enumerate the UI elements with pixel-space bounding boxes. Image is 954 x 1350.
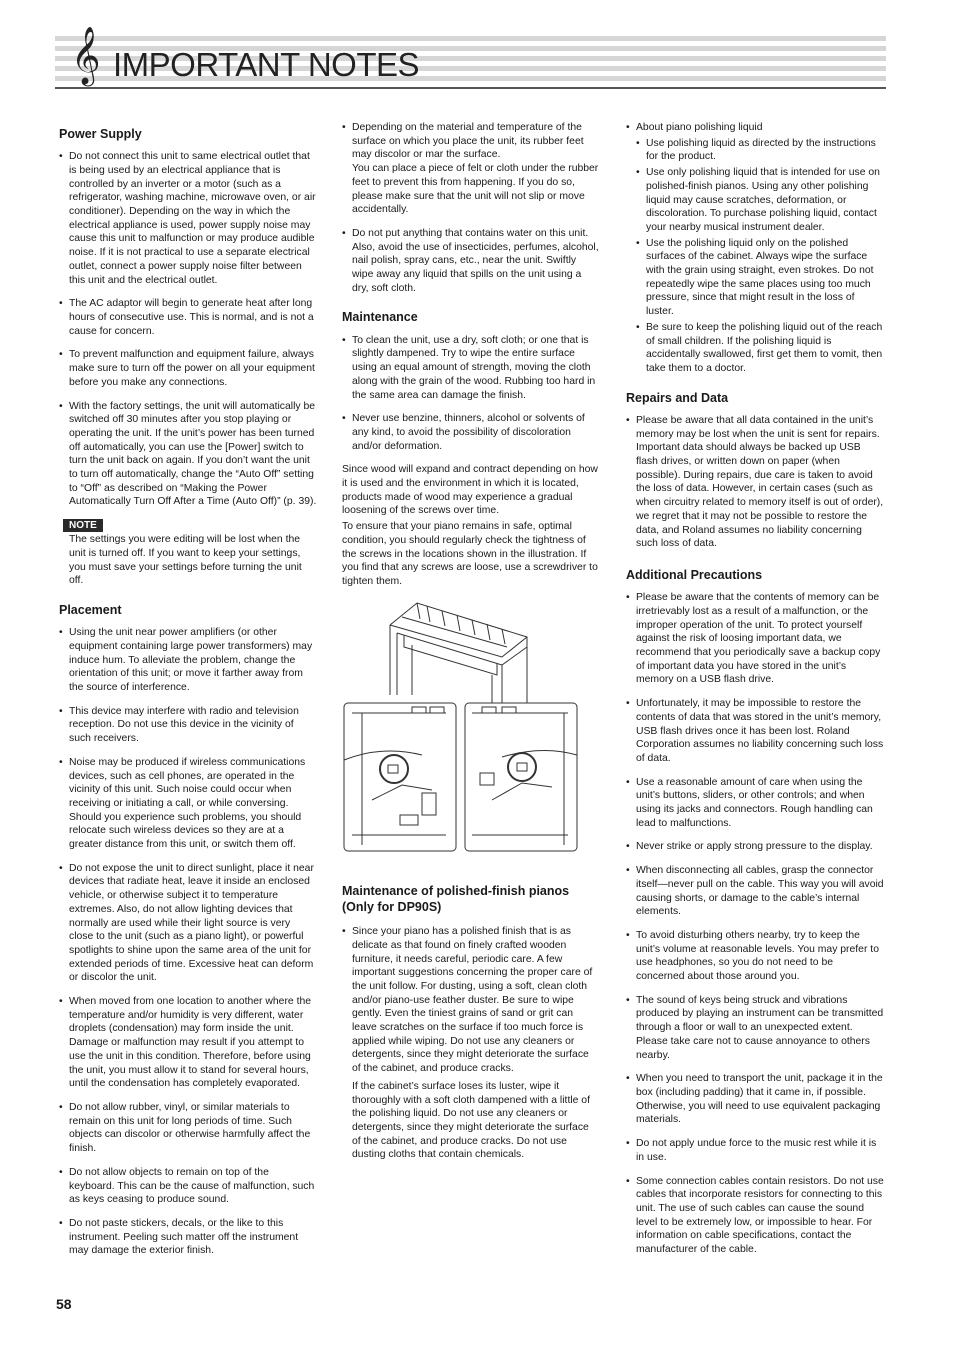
header-stripe — [55, 36, 886, 41]
polishing-liquid-sublist — [636, 137, 884, 376]
list-item: • Never strike or apply strong pressure to the display. — [626, 840, 884, 854]
placement-heading: Placement — [59, 602, 122, 617]
polished-heading-line1: Maintenance of polished-finish pianos — [342, 883, 570, 898]
column-3 — [626, 121, 884, 1267]
piano-screw-illustration — [342, 595, 582, 865]
repairs-list — [626, 414, 884, 551]
list-item-extra: You can place a piece of felt or cloth under the rubber feet to prevent this from happening. If you do so, please make sure that the unit will not slip or move accidentally. — [352, 163, 599, 216]
note-text: The settings you were editing will be lost when the unit is turned off. If you want to keep your settings, you must save your settings before turning the unit off. — [69, 534, 302, 587]
placement-list — [59, 626, 317, 1258]
list-item: • To prevent malfunction and equipment failure, always make sure to turn off the power on all your equipment before you make any connections. — [59, 348, 317, 389]
list-item: • This device may interfere with radio and television reception. Do not use this device in the vicinity of such receivers. — [59, 705, 317, 746]
list-item-extra: If the cabinet’s surface loses its luster, wipe it thoroughly with a soft cloth dampened with a little of the polishing liquid. Do not use any cleaners or detergents, since they might deteriorate the surface of the cabinet, and produce cracks. Do not use dusting cloths that contain chemicals. — [352, 1080, 590, 1161]
treble-clef-icon: 𝄞 — [71, 26, 101, 84]
list-item: • When moved from one location to another where the temperature and/or humidity is very different, water droplets (condensation) may form inside the unit. Damage or malfunction may result if you attempt to use the unit in this condition. Therefore, before using the unit, you must allow it to stand for several hours, until the condensation has completely evaporated. — [59, 995, 317, 1091]
maintenance-heading: Maintenance — [342, 310, 418, 325]
list-item: • Do not connect this unit to same electrical outlet that is being used by an electrical appliance that is controlled by an inverter or a motor (such as a refrigerator, washing machine, microwave oven, or air conditioner). Depending on the way in which the electrical appliance is used, power supply noise may cause this unit to malfunction or may produce audible noise. If it is not practical to use a separate electrical outlet, connect a power supply noise filter between this unit and the electrical outlet. — [59, 150, 317, 287]
page-title: IMPORTANT NOTES — [113, 46, 420, 83]
list-item: • To avoid disturbing others nearby, try to keep the unit’s volume at reasonable levels. You may prefer to use headphones, so you do not need to be concerned about those around you. — [626, 929, 884, 984]
list-item: • Do not paste stickers, decals, or the like to this instrument. Peeling such matter off the instrument may damage the exterior finish. — [59, 1217, 317, 1258]
list-item: • Never use benzine, thinners, alcohol or solvents of any kind, to avoid the possibility of discoloration and/or deformation. — [342, 412, 600, 453]
list-item: • Unfortunately, it may be impossible to restore the contents of data that was stored in the unit’s memory, USB flash drives once it has been lost. Roland Corporation assumes no liability concerning such loss of data. — [626, 697, 884, 766]
list-item — [626, 121, 884, 376]
column-2 — [342, 121, 600, 1172]
list-item: • To clean the unit, use a dry, soft cloth; or one that is slightly dampened. Try to wipe the entire surface using an equal amount of strength, moving the cloth along with the grain of the wood. Rubbing too hard in the same area can damage the finish. — [342, 334, 600, 403]
list-item: • Use a reasonable amount of care when using the unit’s buttons, sliders, or other controls; and when using its jacks and connectors. Rough handling can lead to malfunctions. — [626, 776, 884, 831]
list-item: • With the factory settings, the unit will automatically be switched off 30 minutes after you stop playing or operating the unit. If the unit’s power has been turned off automatically, you can use the [Power] switch to turn the unit back on again. If you don’t want the unit to turn off automatically, change the “Auto Off” setting to “Off” as described on “Making the Power Automatically Turn Off After a Time (Auto Off)” (p. 39). — [59, 400, 317, 510]
list-item: • Noise may be produced if wireless communications devices, such as cell phones, are operated in the vicinity of this unit. Such noise could occur when receiving or initiating a call, or while conversing. Should you experience such problems, you should relocate such wireless devices so they are at a greater distance from this unit, or switch them off. — [59, 756, 317, 852]
list-item: • The AC adaptor will begin to generate heat after long hours of consecutive use. This is normal, and is not a cause for concern. — [59, 297, 317, 338]
sub-list-item: • Use the polishing liquid only on the polished surfaces of the cabinet. Always wipe the surface with the grain using straight, even strokes. Do not repeatedly wipe the same places using too much pressure, since that might result in the loss of luster. — [636, 237, 884, 319]
list-item: • Some connection cables contain resistors. Do not use cables that incorporate resistors for connecting to this unit. The use of such cables can cause the sound level to be extremely low, or impossible to hear. For information on cable specifications, contact the manufacturer of the cable. — [626, 1175, 884, 1257]
list-item: • Do not expose the unit to direct sunlight, place it near devices that radiate heat, leave it inside an enclosed vehicle, or otherwise subject it to temperature extremes. Also, do not allow lighting devices that normally are used while their light source is very close to the unit (such as a piano light), or powerful spotlights to shine upon the same area of the unit for extended periods of time. Excessive heat can deform or discolor the unit. — [59, 862, 317, 985]
repairs-heading: Repairs and Data — [626, 390, 729, 405]
polishing-liquid-intro: About piano polishing liquid — [636, 122, 763, 133]
list-item: • Do not apply undue force to the music rest while it is in use. — [626, 1137, 884, 1164]
list-item: • Please be aware that the contents of memory can be irretrievably lost as a result of a malfunction, or the improper operation of the unit. To protect yourself against the risk of loosing important data, we recommend that you periodically save a backup copy of important data you have stored in the unit’s memory on a USB flash drive. — [626, 591, 884, 687]
list-item — [342, 121, 600, 217]
list-item: • When you need to transport the unit, package it in the box (including padding) that it came in, if possible. Otherwise, you will need to use equivalent packaging materials. — [626, 1072, 884, 1127]
list-item-text: Since your piano has a polished finish that is as delicate as that found on finely crafted wooden furniture, it needs careful, periodic care. A few important suggestions concerning the proper care of the unit follow. For dusting, using a soft, clean cloth and/or piano-use feather duster. Be sure to wipe gently. Even the tiniest grains of sand or grit can leave scratches on the surface if too much force is applied while wiping. Do not use any cleaners or detergents, since they might deteriorate the surface of the cabinet, and produce cracks. — [352, 926, 593, 1075]
polished-heading-line2: (Only for DP90S) — [342, 899, 442, 914]
sub-list-item: • Be sure to keep the polishing liquid out of the reach of small children. If the polishing liquid is accidentally swallowed, first get them to vomit, then take them to a doctor. — [636, 321, 884, 376]
sub-list-item: • Use only polishing liquid that is intended for use on polished-finish pianos. Using any other polishing liquid may cause scratches, deformation, or discoloration. To purchase polishing liquid, contact your nearby musical instrument dealer. — [636, 166, 884, 235]
power-supply-list — [59, 150, 317, 509]
list-item: • The sound of keys being struck and vibrations produced by playing an instrument can be transmitted through a floor or wall to an unexpected extent. Please take care not to cause annoyance to others nearby. — [626, 994, 884, 1063]
sub-list-item: • Use polishing liquid as directed by the instructions for the product. — [636, 137, 884, 164]
column-1 — [59, 126, 317, 1268]
list-item: • Do not allow objects to remain on top of the keyboard. This can be the cause of malfunction, such as keys ceasing to produce sound. — [59, 1166, 317, 1207]
polished-heading — [342, 883, 600, 916]
list-item-text: Depending on the material and temperature of the surface on which you place the unit, its rubber feet may discolor or mar the surface. — [352, 122, 584, 161]
maintenance-paragraph: To ensure that your piano remains in safe, optimal condition, you should regularly check the tightness of the screws in the locations shown in the illustration. If you find that any screws are loose, use a screwdriver to tighten them. — [342, 521, 598, 587]
note-label: NOTE — [63, 519, 103, 532]
additional-heading: Additional Precautions — [626, 567, 763, 582]
list-item: • Using the unit near power amplifiers (or other equipment containing large power transformers) may induce hum. To alleviate the problem, change the orientation of this unit; or move it farther away from the source of interference. — [59, 626, 317, 695]
list-item: • When disconnecting all cables, grasp the connector itself—never pull on the cable. This way you will avoid causing shorts, or damage to the cable’s internal elements. — [626, 864, 884, 919]
maintenance-list — [342, 334, 600, 454]
list-item: • Do not put anything that contains water on this unit. Also, avoid the use of insecticides, perfumes, alcohol, nail polish, spray cans, etc., near the unit. Swiftly wipe away any liquid that spills on the unit using a dry, soft cloth. — [342, 227, 600, 296]
polished-list — [342, 925, 600, 1162]
polishing-liquid-list — [626, 121, 884, 376]
header-rule — [55, 87, 886, 89]
list-item: • Do not allow rubber, vinyl, or similar materials to remain on this unit for long periods of time. Such objects can discolor or otherwise harmfully affect the finish. — [59, 1101, 317, 1156]
list-item: • Please be aware that all data contained in the unit’s memory may be lost when the unit is sent for repairs. Important data should always be backed up USB flash drives, or written down on paper (when possible). During repairs, due care is taken to avoid the loss of data. However, in certain cases (such as when circuitry related to memory itself is out of order), we regret that it may not be possible to restore the data, and Roland assumes no liability concerning such loss of data. — [626, 414, 884, 551]
page-header — [55, 26, 886, 88]
list-item — [342, 925, 600, 1162]
power-supply-heading: Power Supply — [59, 127, 142, 141]
additional-list — [626, 591, 884, 1257]
maintenance-paragraph: Since wood will expand and contract depending on how it is used and the environment in which it is located, products made of wood may experience a gradual loosening of the screws over time. — [342, 464, 598, 517]
placement-list-continued — [342, 121, 600, 295]
page-number: 58 — [56, 1296, 72, 1312]
